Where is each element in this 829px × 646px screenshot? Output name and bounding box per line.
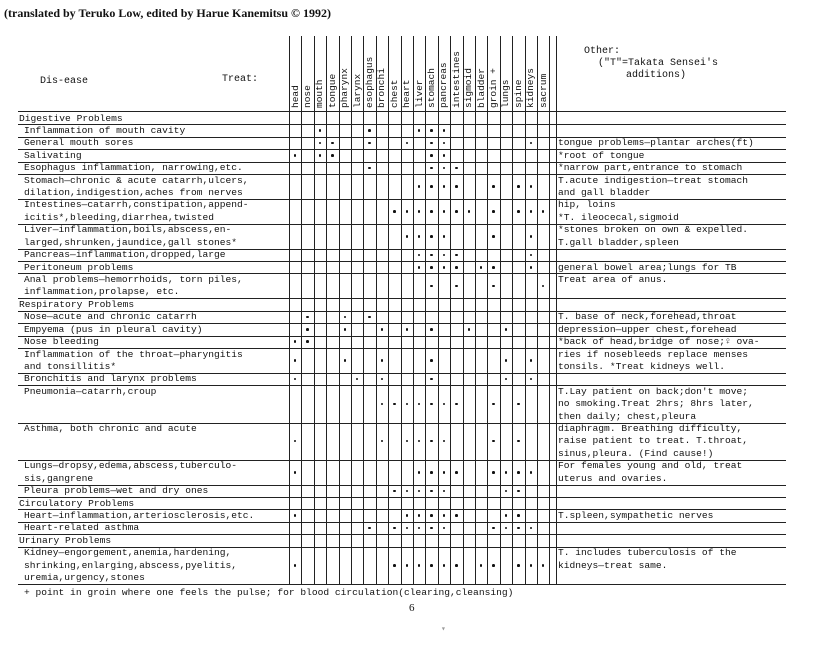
column-header-bladder: bladder (475, 68, 487, 108)
treatment-dot (443, 254, 446, 257)
treatment-dot (455, 514, 458, 517)
treatment-dot (443, 564, 446, 567)
treatment-dot (492, 403, 495, 406)
column-rule (388, 36, 389, 584)
column-rule (556, 36, 557, 584)
treatment-dot (542, 564, 545, 567)
treatment-dot (455, 266, 458, 269)
treatment-dot (443, 210, 446, 213)
treatment-dot (517, 490, 520, 493)
treatment-dot (468, 328, 471, 331)
treatment-dot (306, 340, 309, 343)
treatment-dot (381, 378, 384, 381)
other-note: no smoking.Treat 2hrs; 8hrs later, (558, 398, 754, 410)
other-column-note: ("T"=Takata Sensei's (598, 58, 719, 69)
column-header-chest: chest (388, 79, 400, 108)
treatment-dot (517, 564, 520, 567)
treatment-dot (368, 129, 371, 132)
treatment-dot (455, 285, 458, 288)
disease-label: Heart-related asthma (24, 522, 140, 534)
treatment-dot (517, 185, 520, 188)
treatment-dot (455, 254, 458, 257)
treatment-dot (344, 328, 347, 331)
treatment-dot (443, 154, 446, 157)
treatment-dot (430, 266, 433, 269)
treatment-dot (381, 440, 384, 443)
page-number: 6 (409, 602, 415, 614)
treatment-dot (406, 235, 409, 238)
treatment-dot (294, 440, 297, 443)
treatment-dot (368, 527, 371, 530)
column-rule (413, 36, 414, 584)
treatment-dot (492, 266, 495, 269)
treatment-dot (505, 490, 508, 493)
treatment-dot (430, 564, 433, 567)
treatment-dot (542, 210, 545, 213)
treatment-dot (443, 266, 446, 269)
footnote: + point in groin where one feels the pulse; for blood circulation(clearing,cleansing) (24, 587, 514, 598)
treatment-dot (530, 235, 533, 238)
disease-label: Empyema (pus in pleural cavity) (24, 323, 203, 335)
other-note: T. includes tuberculosis of the (558, 547, 737, 559)
treatment-dot (368, 316, 371, 319)
treatment-dot (530, 378, 533, 381)
treatment-dot (455, 403, 458, 406)
column-header-mouth: mouth (314, 79, 326, 108)
treatment-dot (505, 514, 508, 517)
treatment-dot (468, 210, 471, 213)
treatment-dot (492, 440, 495, 443)
treatment-dot (492, 185, 495, 188)
column-header-bronchi: bronchi (376, 68, 388, 108)
disease-label: Pancreas—inflammation,dropped,large (24, 249, 226, 261)
disease-label: Peritoneum problems (24, 261, 134, 273)
treatment-dot (418, 440, 421, 443)
disease-label: inflammation,prolapse, etc. (24, 286, 180, 298)
treatment-dot (443, 527, 446, 530)
treatment-dot (294, 340, 297, 343)
treatment-dot (530, 266, 533, 269)
credit-line: (translated by Teruko Low, edited by Harue Kanemitsu © 1992) (4, 6, 331, 20)
treatment-dot (443, 235, 446, 238)
section-heading: Digestive Problems (19, 112, 123, 124)
treatment-dot (492, 527, 495, 530)
treatment-dot (455, 564, 458, 567)
disease-label: uremia,urgency,stones (24, 572, 145, 584)
column-rule (326, 36, 327, 584)
disease-label: dilation,indigestion,aches from nerves (24, 187, 243, 199)
column-rule (438, 36, 439, 584)
disease-label: shrinking,enlarging,abscess,pyelitis, (24, 559, 238, 571)
other-column-note: additions) (626, 70, 687, 81)
treatment-dot (430, 378, 433, 381)
page-mark: ▾ (441, 625, 446, 634)
disease-label: Nose bleeding (24, 336, 99, 348)
row-rule (18, 534, 786, 535)
treatment-dot (319, 154, 322, 157)
treatment-dot (430, 490, 433, 493)
column-rule (351, 36, 352, 584)
other-note: T.gall bladder,spleen (558, 236, 679, 248)
disease-column-header: Dis-ease (40, 76, 89, 87)
disease-label: Asthma, both chronic and acute (24, 423, 197, 435)
treatment-dot (530, 564, 533, 567)
other-note: T.spleen,sympathetic nerves (558, 509, 714, 521)
disease-label: Liver—inflammation,boils,abscess,en- (24, 224, 232, 236)
section-heading: Urinary Problems (19, 534, 112, 546)
treatment-dot (443, 403, 446, 406)
treatment-dot (418, 564, 421, 567)
treatment-dot (530, 185, 533, 188)
other-note: diaphragm. Breathing difficulty, (558, 423, 743, 435)
other-note: general bowel area;lungs for TB (558, 261, 737, 273)
treatment-dot (530, 142, 533, 145)
column-header-liver: liver (413, 79, 425, 108)
treatment-dot (368, 167, 371, 170)
treatment-dot (319, 129, 322, 132)
column-rule (363, 36, 364, 584)
treatment-dot (294, 154, 297, 157)
treatment-dot (517, 440, 520, 443)
column-header-pancreas: pancreas (438, 62, 450, 108)
disease-label: Stomach—chronic & acute catarrh,ulcers, (24, 174, 249, 186)
treatment-dot (430, 142, 433, 145)
treatment-dot (393, 527, 396, 530)
other-note: and gall bladder (558, 187, 651, 199)
other-note: Treat area of anus. (558, 273, 668, 285)
treatment-dot (430, 167, 433, 170)
column-header-groin: groin + (487, 68, 499, 108)
treatment-dot (530, 527, 533, 530)
treatment-dot (505, 328, 508, 331)
other-note: T.acute indigestion—treat stomach (558, 174, 748, 186)
disease-label: Kidney—engorgement,anemia,hardening, (24, 547, 232, 559)
treatment-dot (306, 328, 309, 331)
treatment-dot (393, 564, 396, 567)
treatment-dot (505, 527, 508, 530)
treatment-dot (418, 490, 421, 493)
treatment-dot (418, 254, 421, 257)
other-note: *back of head,bridge of nose;♀ ova- (558, 336, 760, 348)
section-heading: Circulatory Problems (19, 497, 135, 509)
treatment-dot (430, 254, 433, 257)
column-rule (339, 36, 340, 584)
disease-label: Inflammation of mouth cavity (24, 124, 186, 136)
column-rule (512, 36, 513, 584)
treatment-dot (356, 378, 359, 381)
treatment-dot (406, 564, 409, 567)
treatment-dot (294, 378, 297, 381)
column-rule (500, 36, 501, 584)
other-note: For females young and old, treat (558, 460, 743, 472)
treatment-dot (530, 210, 533, 213)
treatment-dot (443, 129, 446, 132)
treatment-dot (443, 185, 446, 188)
treatment-dot (418, 403, 421, 406)
treatment-dot (418, 210, 421, 213)
treatment-dot (430, 440, 433, 443)
treatment-dot (505, 359, 508, 362)
treatment-dot (406, 527, 409, 530)
treatment-dot (443, 471, 446, 474)
treatment-dot (530, 359, 533, 362)
treatment-dot (492, 471, 495, 474)
column-header-heart: heart (401, 79, 413, 108)
treatment-dot (418, 266, 421, 269)
treatment-dot (331, 154, 334, 157)
column-rule (376, 36, 377, 584)
treatment-dot (505, 471, 508, 474)
treatment-dot (505, 378, 508, 381)
disease-label: Salivating (24, 149, 82, 161)
treatment-dot (455, 185, 458, 188)
other-note: *root of tongue (558, 149, 645, 161)
other-note: raise patient to treat. T.throat, (558, 435, 748, 447)
treatment-dot (406, 210, 409, 213)
treatment-dot (492, 210, 495, 213)
other-note: depression—upper chest,forehead (558, 323, 737, 335)
column-header-sacrum: sacrum (537, 73, 549, 108)
disease-label: Bronchitis and larynx problems (24, 373, 197, 385)
other-note: *stones broken on own & expelled. (558, 224, 748, 236)
other-note: *T. ileocecal,sigmoid (558, 211, 679, 223)
treatment-dot (406, 403, 409, 406)
treatment-dot (443, 440, 446, 443)
disease-label: Inflammation of the throat—pharyngitis (24, 348, 243, 360)
treatment-dot (418, 129, 421, 132)
treatment-dot (492, 564, 495, 567)
treatment-dot (480, 564, 483, 567)
treatment-dot (430, 359, 433, 362)
column-header-intestines: intestines (450, 50, 462, 108)
treatment-dot (517, 471, 520, 474)
treatment-dot (430, 154, 433, 157)
treatment-dot (443, 142, 446, 145)
treatment-dot (430, 129, 433, 132)
treatment-dot (381, 328, 384, 331)
treatment-dot (331, 142, 334, 145)
other-note: ries if nosebleeds replace menses (558, 348, 748, 360)
disease-label: Intestines—catarrh,constipation,append- (24, 199, 249, 211)
treatment-dot (492, 235, 495, 238)
treatment-dot (455, 167, 458, 170)
disease-label: Esophagus inflammation, narrowing,etc. (24, 162, 243, 174)
treatment-dot (306, 316, 309, 319)
other-note: T. base of neck,forehead,throat (558, 311, 737, 323)
treatment-dot (393, 490, 396, 493)
other-column-header: Other: (584, 46, 621, 57)
treatment-dot (418, 235, 421, 238)
treatment-dot (319, 142, 322, 145)
treatment-dot (406, 142, 409, 145)
column-rule (314, 36, 315, 584)
row-rule (18, 149, 786, 150)
treatment-dot (418, 471, 421, 474)
treatment-dot (294, 514, 297, 517)
other-note: hip, loins (558, 199, 616, 211)
treatment-dot (418, 185, 421, 188)
other-note: *narrow part,entrance to stomach (558, 162, 743, 174)
treatment-dot (492, 285, 495, 288)
other-note: sinus,pleura. (Find cause!) (558, 447, 714, 459)
column-rule (537, 36, 538, 584)
treatment-dot (517, 403, 520, 406)
treatment-dot (368, 142, 371, 145)
column-rule (289, 36, 290, 584)
column-rule (487, 36, 488, 584)
treatment-dot (430, 185, 433, 188)
column-header-sigmoid: sigmoid (463, 68, 475, 108)
column-rule (549, 36, 550, 584)
treatment-dot (381, 403, 384, 406)
treatment-dot (430, 471, 433, 474)
disease-label: General mouth sores (24, 137, 134, 149)
treatment-dot (344, 359, 347, 362)
other-note: then daily; chest,pleura (558, 410, 697, 422)
treatment-dot (406, 440, 409, 443)
treatment-dot (344, 316, 347, 319)
disease-label: Heart—inflammation,arteriosclerosis,etc. (24, 509, 255, 521)
column-header-tongue: tongue (326, 73, 338, 108)
treatment-dot (530, 254, 533, 257)
column-header-head: head (289, 85, 301, 108)
treatment-dot (455, 210, 458, 213)
column-header-stomach: stomach (425, 68, 437, 108)
other-note: T.Lay patient on back;don't move; (558, 385, 748, 397)
treatment-dot (480, 266, 483, 269)
treatment-dot (393, 210, 396, 213)
column-rule (450, 36, 451, 584)
treatment-dot (517, 210, 520, 213)
column-header-pharynx: pharynx (339, 68, 351, 108)
treatment-dot (530, 471, 533, 474)
column-rule (475, 36, 476, 584)
section-heading: Respiratory Problems (19, 298, 135, 310)
treatment-dot (443, 167, 446, 170)
treatment-dot (418, 514, 421, 517)
column-rule (401, 36, 402, 584)
treatment-dot (517, 527, 520, 530)
treatment-dot (443, 514, 446, 517)
disease-label: Pleura problems—wet and dry ones (24, 485, 209, 497)
treatment-dot (542, 285, 545, 288)
column-rule (425, 36, 426, 584)
disease-label: sis,gangrene (24, 472, 94, 484)
treatment-dot (443, 490, 446, 493)
treatment-dot (430, 235, 433, 238)
treatment-dot (418, 527, 421, 530)
disease-label: Lungs—dropsy,edema,abscess,tuberculo- (24, 460, 238, 472)
treatment-dot (294, 564, 297, 567)
treatment-dot (517, 514, 520, 517)
disease-label: icitis*,bleeding,diarrhea,twisted (24, 211, 214, 223)
other-note: uterus and ovaries. (558, 472, 668, 484)
treatment-dot (406, 490, 409, 493)
disease-label: Pneumonia—catarrh,croup (24, 385, 157, 397)
treatment-dot (430, 514, 433, 517)
treatment-dot (294, 471, 297, 474)
column-header-esophagus: esophagus (363, 56, 375, 108)
treatment-dot (393, 403, 396, 406)
column-header-kidneys: kidneys (525, 68, 537, 108)
column-header-larynx: larynx (351, 73, 363, 108)
other-note: kidneys—treat same. (558, 559, 668, 571)
other-note: tongue problems—plantar arches(ft) (558, 137, 754, 149)
treatment-dot (406, 328, 409, 331)
column-rule (463, 36, 464, 584)
disease-label: and tonsillitis* (24, 360, 117, 372)
row-rule (18, 584, 786, 585)
disease-label: larged,shrunken,jaundice,gall stones* (24, 236, 238, 248)
column-rule (525, 36, 526, 584)
treat-column-header: Treat: (222, 74, 259, 85)
column-header-lungs: lungs (500, 79, 512, 108)
treatment-dot (430, 285, 433, 288)
treatment-dot (430, 403, 433, 406)
treatment-dot (406, 514, 409, 517)
disease-label: Nose—acute and chronic catarrh (24, 311, 197, 323)
column-rule (301, 36, 302, 584)
header-rule (18, 111, 786, 112)
other-note: tonsils. *Treat kidneys well. (558, 360, 725, 372)
treatment-dot (430, 328, 433, 331)
treatment-dot (430, 210, 433, 213)
treatment-dot (430, 527, 433, 530)
treatment-dot (294, 359, 297, 362)
treatment-dot (381, 359, 384, 362)
column-header-spine: spine (512, 79, 524, 108)
treatment-dot (455, 471, 458, 474)
disease-label: Anal problems—hemorrhoids, torn piles, (24, 273, 243, 285)
column-header-nose: nose (301, 85, 313, 108)
